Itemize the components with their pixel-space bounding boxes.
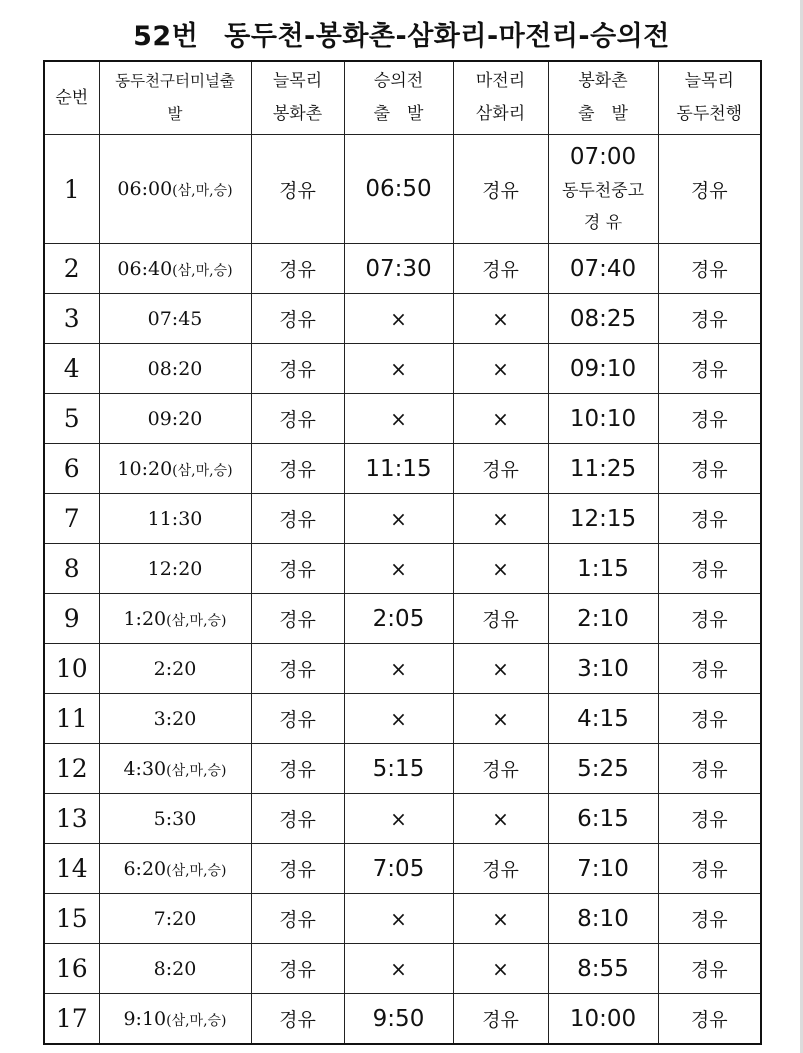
row-number-cell [44,994,99,1045]
seungui-departure-time: × [390,656,407,681]
seungui-departure-time: × [390,356,407,381]
header-via3-line: 동두천행 [676,104,743,124]
bonghwa-departure-time: 3:10 [577,655,629,682]
via-neulmok-bonghwa-cell [251,344,344,394]
terminal-departure-time: 9:10 [123,1007,167,1030]
via-majeon-samhwa-cell [453,494,548,544]
seungui-departure-time: 07:30 [365,255,432,282]
bonghwa-departure-time: 7:10 [577,855,629,882]
table-row [44,244,761,294]
via-status: × [492,906,509,931]
seungui-departure-cell [344,894,453,944]
header-no [44,61,99,135]
header-terminal-line: 동두천구터미널출 [115,72,235,90]
via-neulmok-dongducheon-cell [658,244,761,294]
seungui-departure-time: × [390,306,407,331]
via-majeon-samhwa-cell [453,294,548,344]
terminal-departure-cell [99,894,251,944]
seungui-departure-cell [344,444,453,494]
row-number: 4 [63,354,80,383]
via-status: × [492,956,509,981]
row-number: 2 [63,254,80,283]
bonghwa-departure-time: 6:15 [577,805,629,832]
terminal-departure-cell [99,494,251,544]
seungui-departure-time: 7:05 [372,855,425,882]
seungui-departure-cell [344,544,453,594]
via-neulmok-dongducheon-cell [658,794,761,844]
via-neulmok-dongducheon-cell [658,744,761,794]
terminal-departure-time: 10:20 [117,457,173,480]
row-number: 7 [63,504,80,533]
table-row [44,744,761,794]
via-status: 경유 [690,609,728,631]
via-status: 경유 [279,509,316,531]
via-status: 경유 [279,709,316,731]
via-neulmok-bonghwa-cell [251,544,344,594]
via-status: × [492,356,509,381]
via-status: 경유 [279,659,316,681]
via-neulmok-dongducheon-cell [658,544,761,594]
seungui-departure-cell [344,394,453,444]
row-number-cell [44,544,99,594]
bonghwa-departure-time: 09:10 [569,355,637,382]
table-row [44,594,761,644]
via-majeon-samhwa-cell [453,944,548,994]
terminal-departure-cell [99,344,251,394]
bonghwa-departure-cell [548,794,658,844]
via-status: 경유 [690,509,728,531]
via-status: × [492,556,509,581]
row-number-cell [44,644,99,694]
header-via2-line: 마전리 [475,71,526,91]
via-neulmok-bonghwa-cell [251,394,344,444]
terminal-departure-time: 06:00 [117,178,173,200]
seungui-departure-time: × [390,906,407,931]
via-majeon-samhwa-cell [453,344,548,394]
bonghwa-departure-time: 8:55 [577,955,629,982]
via-neulmok-bonghwa-cell [251,694,344,744]
bonghwa-departure-cell [548,494,658,544]
bonghwa-departure-cell [548,344,658,394]
header-bonghwa-line: 봉화촌 [578,71,628,91]
via-neulmok-bonghwa-cell [251,244,344,294]
bonghwa-departure-time: 07:40 [569,255,637,282]
route-stops: 동두천-봉화촌-삼화리-마전리-승의전 [224,21,670,52]
bonghwa-departure-cell [548,844,658,894]
via-status: 경유 [279,959,316,981]
via-status: 경유 [279,909,316,931]
via-neulmok-bonghwa-cell [251,794,344,844]
seungui-departure-time: 5:15 [372,755,425,782]
terminal-departure-time: 4:30 [123,757,167,780]
bonghwa-departure-time: 10:00 [569,1005,637,1032]
terminal-departure-time: 1:20 [123,607,167,630]
bonghwa-departure-cell [548,444,658,494]
seungui-departure-cell [344,794,453,844]
route-note: (삼,마,승) [166,762,227,779]
seungui-departure-time: 2:05 [372,605,425,632]
route-note: (삼,마,승) [172,462,233,479]
via-status: 경유 [279,409,316,431]
terminal-departure-cell [99,694,251,744]
bonghwa-departure-cell [548,294,658,344]
via-neulmok-dongducheon-cell [658,394,761,444]
header-seungui [344,61,453,135]
bonghwa-departure-cell [548,135,658,244]
header-via3-line: 늘목리 [684,71,734,91]
table-row [44,644,761,694]
terminal-departure-cell [99,594,251,644]
terminal-departure-cell [99,794,251,844]
via-status: 경유 [690,709,728,731]
row-number-cell [44,294,99,344]
header-via1 [251,61,344,135]
bonghwa-departure-time: 2:10 [577,605,629,632]
via-status: 경유 [690,1009,728,1031]
row-number-cell [44,444,99,494]
timetable [43,60,762,1045]
via-status: 경유 [279,609,316,631]
via-neulmok-dongducheon-cell [658,844,761,894]
via-status: 경유 [279,259,316,281]
terminal-departure-time: 11:30 [147,507,203,530]
seungui-departure-cell [344,244,453,294]
row-number: 9 [63,604,80,633]
via-status: 경유 [279,759,316,781]
bonghwa-departure-cell [548,594,658,644]
table-row [44,794,761,844]
seungui-departure-cell [344,494,453,544]
table-row [44,844,761,894]
via-status: 경유 [690,909,728,931]
bonghwa-departure-cell [548,644,658,694]
via-neulmok-dongducheon-cell [658,944,761,994]
terminal-departure-cell [99,644,251,694]
row-number: 17 [55,1004,88,1033]
via-status: 경유 [482,259,519,281]
seungui-departure-time: × [390,556,407,581]
terminal-departure-time: 3:20 [153,707,197,730]
via-neulmok-bonghwa-cell [251,844,344,894]
via-status: 경유 [279,559,316,581]
bonghwa-departure-time: 12:15 [569,505,637,532]
via-status: 경유 [690,309,728,331]
terminal-departure-cell [99,244,251,294]
row-number: 6 [63,454,80,483]
route-note: (삼,마,승) [166,862,227,879]
via-neulmok-dongducheon-cell [658,994,761,1045]
header-seungui-line: 출 발 [373,104,424,124]
via-neulmok-bonghwa-cell [251,994,344,1045]
row-number-cell [44,744,99,794]
table-row [44,544,761,594]
via-status: 경유 [482,759,519,781]
table-row [44,894,761,944]
terminal-departure-cell [99,744,251,794]
via-neulmok-bonghwa-cell [251,294,344,344]
terminal-departure-cell [99,294,251,344]
row-number-cell [44,944,99,994]
via-status: 경유 [482,179,519,202]
terminal-departure-time: 8:20 [153,957,197,980]
via-status: 경유 [690,259,728,281]
seungui-departure-cell [344,135,453,244]
seungui-departure-time: × [390,706,407,731]
terminal-departure-cell [99,444,251,494]
via-neulmok-bonghwa-cell [251,594,344,644]
via-status: 경유 [690,659,728,681]
seungui-departure-time: 11:15 [365,455,432,482]
via-majeon-samhwa-cell [453,894,548,944]
via-status: × [492,406,509,431]
terminal-departure-cell [99,844,251,894]
page-title [0,14,803,53]
via-neulmok-dongducheon-cell [658,135,761,244]
header-seungui-line: 승의전 [373,71,424,91]
bonghwa-departure-time: 07:00 [569,144,637,170]
timetable-body [44,135,761,1045]
header-via2-line: 삼화리 [475,104,526,124]
row-number: 12 [55,754,88,783]
via-neulmok-bonghwa-cell [251,644,344,694]
via-status: × [492,506,509,531]
via-majeon-samhwa-cell [453,544,548,594]
via-neulmok-bonghwa-cell [251,444,344,494]
seungui-departure-time: × [390,806,407,831]
table-row [44,444,761,494]
table-row [44,294,761,344]
table-row [44,994,761,1045]
bonghwa-departure-cell [548,544,658,594]
via-status: × [492,306,509,331]
via-neulmok-dongducheon-cell [658,894,761,944]
row-number-cell [44,594,99,644]
via-status: 경유 [690,959,728,981]
via-neulmok-dongducheon-cell [658,294,761,344]
via-neulmok-bonghwa-cell [251,944,344,994]
bonghwa-departure-cell [548,944,658,994]
seungui-departure-cell [344,844,453,894]
via-status: 경유 [690,809,728,831]
header-via2 [453,61,548,135]
row-number: 5 [63,404,80,433]
terminal-departure-time: 07:45 [147,307,203,330]
table-row [44,135,761,244]
row-number: 13 [55,804,88,833]
terminal-departure-time: 7:20 [153,907,197,930]
via-majeon-samhwa-cell [453,594,548,644]
bonghwa-departure-time: 08:25 [569,305,637,332]
via-neulmok-dongducheon-cell [658,494,761,544]
terminal-departure-time: 06:40 [117,257,173,280]
seungui-departure-cell [344,944,453,994]
row-number: 3 [63,304,80,333]
route-note: (삼,마,승) [172,183,233,199]
terminal-departure-cell [99,544,251,594]
terminal-departure-time: 08:20 [147,357,203,380]
seungui-departure-cell [344,694,453,744]
via-majeon-samhwa-cell [453,444,548,494]
via-status: 경유 [279,1009,316,1031]
row-number: 14 [55,854,88,883]
via-majeon-samhwa-cell [453,394,548,444]
header-row [44,61,761,135]
row-number: 16 [55,954,88,983]
row-number-cell [44,244,99,294]
via-status: 경유 [690,359,728,381]
terminal-departure-cell [99,135,251,244]
via-status: 경유 [690,179,728,202]
seungui-departure-time: 06:50 [365,176,432,202]
via-status: 경유 [279,359,316,381]
via-status: 경유 [690,559,728,581]
via-status: × [492,656,509,681]
via-majeon-samhwa-cell [453,844,548,894]
table-row [44,944,761,994]
bonghwa-departure-time: 8:10 [577,905,629,932]
row-number-cell [44,394,99,444]
via-neulmok-dongducheon-cell [658,344,761,394]
via-status: × [492,706,509,731]
row-number-cell [44,894,99,944]
table-row [44,394,761,444]
route-note: (삼,마,승) [166,1012,227,1029]
via-majeon-samhwa-cell [453,244,548,294]
terminal-departure-time: 5:30 [153,807,197,830]
via-status: 경유 [279,459,316,481]
via-neulmok-dongducheon-cell [658,444,761,494]
row-number-cell [44,494,99,544]
header-via3 [658,61,761,135]
route-number: 52번 [133,21,199,52]
seungui-departure-cell [344,994,453,1045]
bonghwa-departure-cell [548,244,658,294]
via-neulmok-bonghwa-cell [251,894,344,944]
table-row [44,694,761,744]
bonghwa-departure-time: 11:25 [569,455,637,482]
terminal-departure-time: 12:20 [147,557,203,580]
via-status: 경유 [690,859,728,881]
seungui-departure-cell [344,344,453,394]
bonghwa-departure-time: 1:15 [577,555,629,582]
via-status: 경유 [482,1009,519,1031]
row-number: 8 [63,554,80,583]
header-via1-line: 늘목리 [272,71,323,91]
via-status: 경유 [482,609,519,631]
bonghwa-departure-cell [548,394,658,444]
row-number: 10 [55,654,88,683]
row-number-cell [44,794,99,844]
bonghwa-note: 동두천중고 [561,181,645,201]
route-note: (삼,마,승) [166,612,227,629]
bonghwa-departure-cell [548,694,658,744]
via-status: 경유 [690,459,728,481]
row-number: 1 [63,174,80,204]
row-number-cell [44,344,99,394]
table-row [44,344,761,394]
via-status: 경유 [482,459,519,481]
via-status: 경유 [690,759,728,781]
terminal-departure-time: 2:20 [153,657,197,680]
via-neulmok-dongducheon-cell [658,644,761,694]
via-neulmok-dongducheon-cell [658,594,761,644]
table-row [44,494,761,544]
via-status: 경유 [482,859,519,881]
via-majeon-samhwa-cell [453,135,548,244]
bonghwa-departure-cell [548,994,658,1045]
header-via1-line: 봉화촌 [272,104,323,124]
terminal-departure-time: 09:20 [147,407,203,430]
via-status: 경유 [279,309,316,331]
via-neulmok-dongducheon-cell [658,694,761,744]
seungui-departure-time: × [390,506,407,531]
header-no-line: 순번 [55,87,89,108]
bonghwa-note: 경 유 [583,213,623,233]
bonghwa-departure-cell [548,744,658,794]
via-majeon-samhwa-cell [453,744,548,794]
via-neulmok-bonghwa-cell [251,135,344,244]
header-bonghwa-line: 출 발 [578,104,628,124]
seungui-departure-time: × [390,406,407,431]
row-number-cell [44,844,99,894]
terminal-departure-cell [99,394,251,444]
bonghwa-departure-time: 4:15 [577,705,629,732]
terminal-departure-cell [99,994,251,1045]
header-bonghwa [548,61,658,135]
via-status: 경유 [279,179,316,202]
via-status: 경유 [279,859,316,881]
seungui-departure-cell [344,294,453,344]
via-status: × [492,806,509,831]
bonghwa-departure-time: 5:25 [577,755,629,782]
seungui-departure-cell [344,744,453,794]
seungui-departure-time: × [390,956,407,981]
seungui-departure-time: 9:50 [372,1005,425,1032]
row-number: 15 [55,904,88,933]
header-terminal-line: 발 [167,105,183,123]
via-majeon-samhwa-cell [453,994,548,1045]
terminal-departure-cell [99,944,251,994]
row-number-cell [44,694,99,744]
seungui-departure-cell [344,644,453,694]
bonghwa-departure-cell [548,894,658,944]
row-number-cell [44,135,99,244]
via-status: 경유 [279,809,316,831]
terminal-departure-time: 6:20 [123,857,167,880]
seungui-departure-cell [344,594,453,644]
via-majeon-samhwa-cell [453,644,548,694]
route-note: (삼,마,승) [172,262,233,279]
via-neulmok-bonghwa-cell [251,494,344,544]
header-terminal [99,61,251,135]
via-status: 경유 [690,409,728,431]
via-majeon-samhwa-cell [453,794,548,844]
bonghwa-departure-time: 10:10 [569,405,637,432]
row-number: 11 [55,704,88,733]
via-neulmok-bonghwa-cell [251,744,344,794]
via-majeon-samhwa-cell [453,694,548,744]
